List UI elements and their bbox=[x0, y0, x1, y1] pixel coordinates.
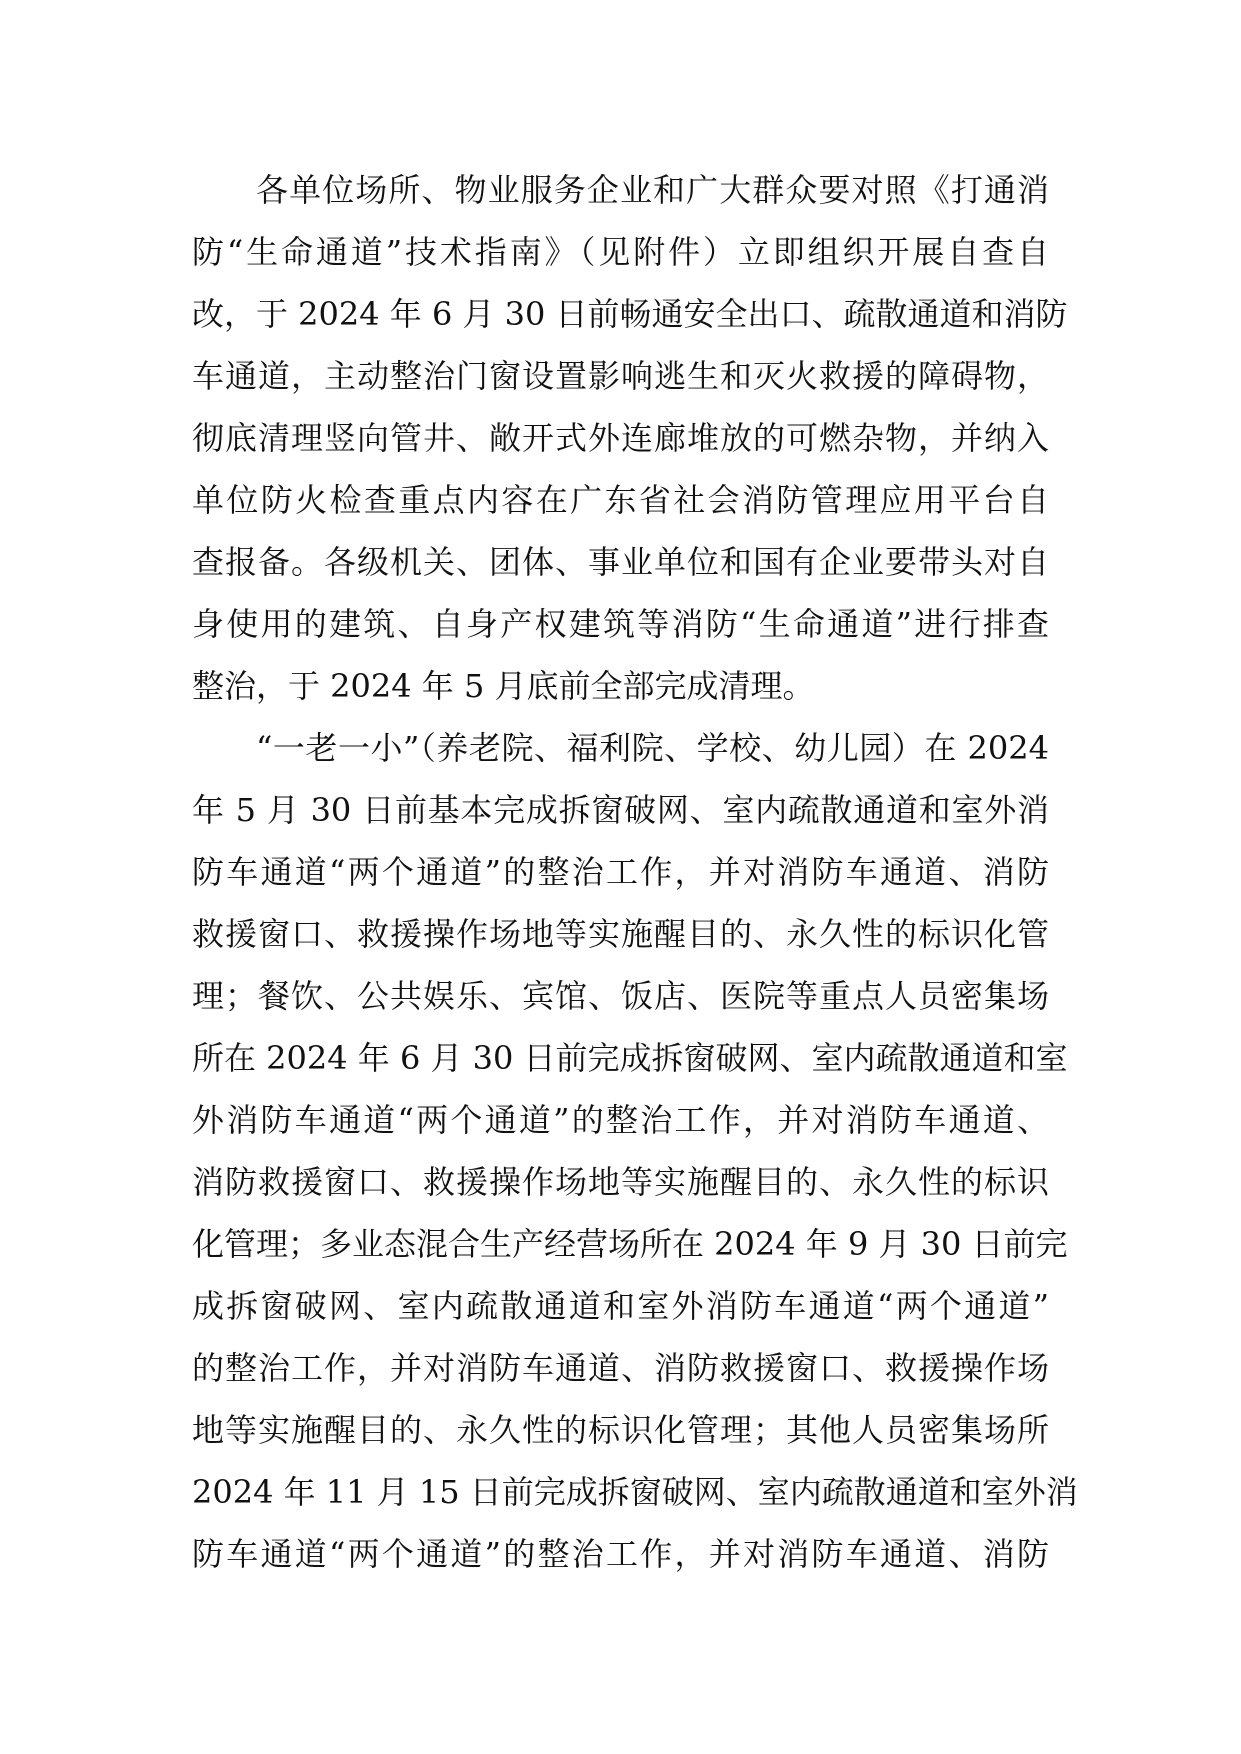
paragraph-1-line-7: 查报备。各级机关、团体、事业单位和国有企业要带头对自 bbox=[192, 543, 1049, 581]
paragraph-2-line-12: 地等实施醒目的、永久性的标识化管理；其他人员密集场所 bbox=[192, 1411, 1049, 1449]
paragraph-2-line-13: 2024 年 11 月 15 日前完成拆窗破网、室内疏散通道和室外消 bbox=[192, 1473, 1078, 1511]
paragraph-1-line-8: 身使用的建筑、自身产权建筑等消防“生命通道”进行排查 bbox=[192, 605, 1049, 643]
paragraph-2-line-8: 消防救援窗口、救援操作场地等实施醒目的、永久性的标识 bbox=[192, 1163, 1049, 1201]
paragraph-1-line-5: 彻底清理竖向管井、敞开式外连廊堆放的可燃杂物，并纳入 bbox=[192, 419, 1049, 457]
paragraph-2-line-2: 年 5 月 30 日前基本完成拆窗破网、室内疏散通道和室外消 bbox=[192, 791, 1049, 829]
paragraph-2-line-9: 化管理；多业态混合生产经营场所在 2024 年 9 月 30 日前完 bbox=[192, 1225, 1068, 1263]
paragraph-1-line-2: 防“生命通道”技术指南》（见附件）立即组织开展自查自 bbox=[192, 233, 1049, 271]
paragraph-1-line-4: 车通道，主动整治门窗设置影响逃生和灭火救援的障碍物， bbox=[192, 357, 1049, 395]
paragraph-1-line-3: 改，于 2024 年 6 月 30 日前畅通安全出口、疏散通道和消防 bbox=[192, 295, 1068, 333]
paragraph-2-line-3: 防车通道“两个通道”的整治工作，并对消防车通道、消防 bbox=[192, 853, 1049, 891]
paragraph-1-line-6: 单位防火检查重点内容在广东省社会消防管理应用平台自 bbox=[192, 481, 1049, 519]
paragraph-2-line-4: 救援窗口、救援操作场地等实施醒目的、永久性的标识化管 bbox=[192, 915, 1049, 953]
paragraph-2-line-1: “一老一小”（养老院、福利院、学校、幼儿园）在 2024 bbox=[256, 729, 1049, 767]
paragraph-1-line-9: 整治，于 2024 年 5 月底前全部完成清理。 bbox=[192, 667, 815, 705]
paragraph-2-line-10: 成拆窗破网、室内疏散通道和室外消防车通道“两个通道” bbox=[192, 1287, 1049, 1325]
paragraph-2-line-5: 理；餐饮、公共娱乐、宾馆、饭店、医院等重点人员密集场 bbox=[192, 977, 1049, 1015]
paragraph-2-line-11: 的整治工作，并对消防车通道、消防救援窗口、救援操作场 bbox=[192, 1349, 1049, 1387]
paragraph-1-line-1: 各单位场所、物业服务企业和广大群众要对照《打通消 bbox=[256, 171, 1049, 209]
paragraph-2-line-14: 防车通道“两个通道”的整治工作，并对消防车通道、消防 bbox=[192, 1535, 1049, 1573]
paragraph-2-line-7: 外消防车通道“两个通道”的整治工作，并对消防车通道、 bbox=[192, 1101, 1049, 1139]
paragraph-2-line-6: 所在 2024 年 6 月 30 日前完成拆窗破网、室内疏散通道和室 bbox=[192, 1039, 1068, 1077]
